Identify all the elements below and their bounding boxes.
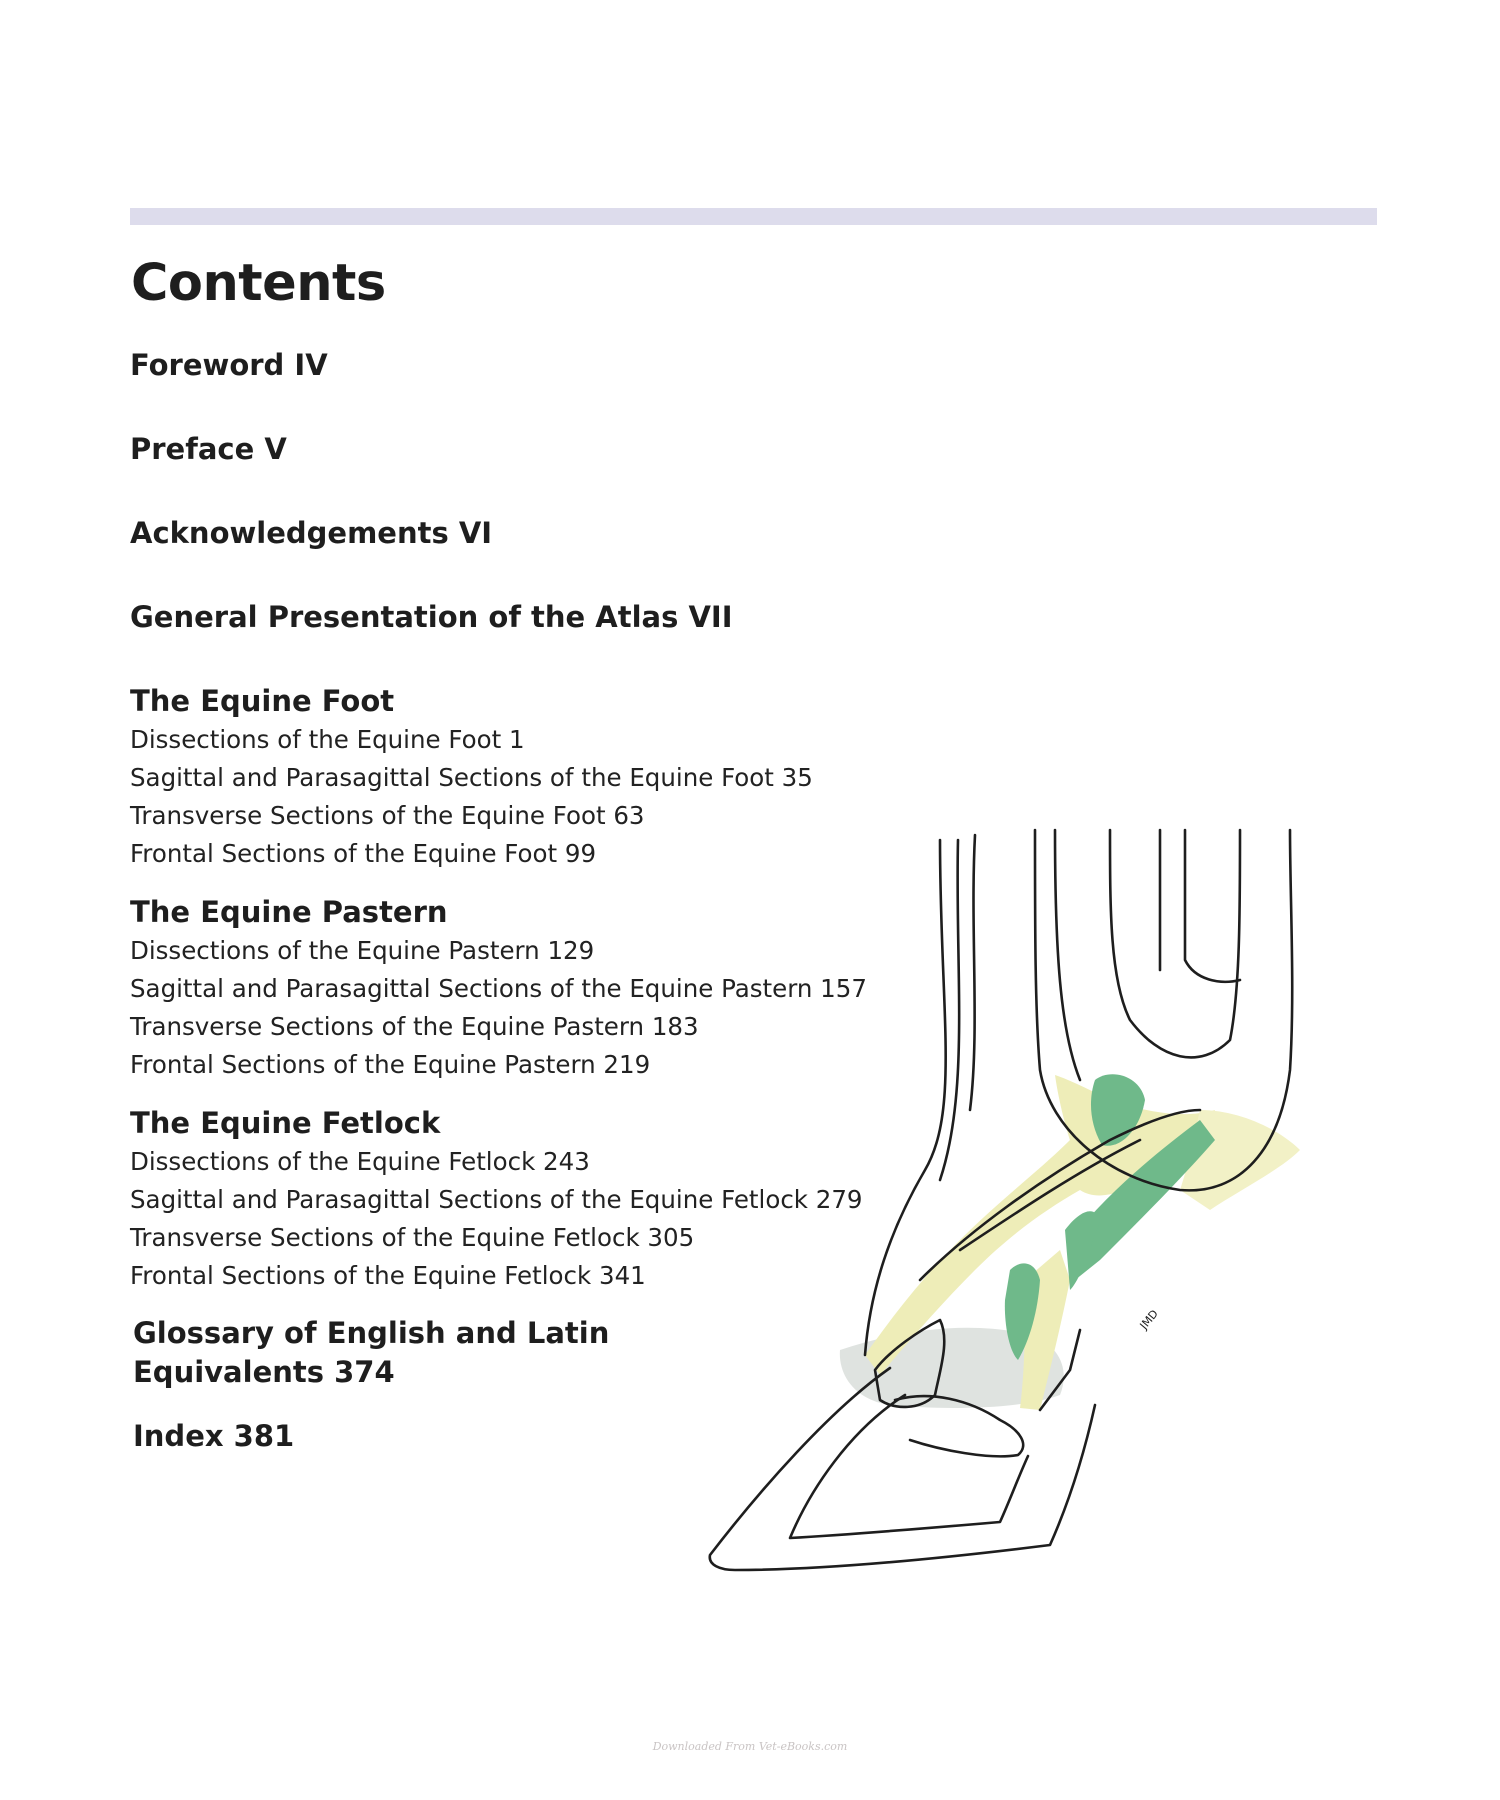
toc-link-glossary[interactable]: Glossary of English and Latin Equivalents 374 — [133, 1316, 610, 1389]
toc-item-foot-transverse[interactable]: Transverse Sections of the Equine Foot 63 — [130, 801, 645, 830]
download-watermark: Downloaded From Vet-eBooks.com — [652, 1740, 848, 1753]
tendon-back-5 — [1185, 830, 1240, 982]
tendon-back-3 — [1110, 830, 1240, 1057]
toc-item-fetlock-frontal[interactable]: Frontal Sections of the Equine Fetlock 341 — [130, 1261, 646, 1290]
toc-section-heading-foot[interactable]: The Equine Foot — [130, 684, 395, 718]
toc-entry-general-presentation — [130, 597, 850, 681]
toc-entry-preface — [130, 429, 850, 513]
toc-link-index[interactable]: Index 381 — [133, 1419, 295, 1453]
toc-item-fetlock-dissections[interactable]: Dissections of the Equine Fetlock 243 — [130, 1147, 590, 1176]
toc-item-foot-sagittal[interactable]: Sagittal and Parasagittal Sections of the Equine Foot 35 — [130, 763, 813, 792]
toc-item-pastern-dissections[interactable]: Dissections of the Equine Pastern 129 — [130, 936, 595, 965]
tendon-front-2 — [940, 840, 959, 1180]
toc-section-heading-pastern[interactable]: The Equine Pastern — [130, 895, 448, 929]
artist-signature: JMD — [1137, 1307, 1161, 1332]
toc-link-general-presentation[interactable]: General Presentation of the Atlas VII — [130, 600, 733, 634]
header-rule — [130, 208, 1377, 225]
tendon-front-3 — [970, 835, 975, 1110]
equine-foot-illustration — [640, 810, 1350, 1640]
toc-link-foreword[interactable]: Foreword IV — [130, 348, 328, 382]
tendon-back-2 — [1055, 830, 1080, 1080]
toc-item-pastern-sagittal[interactable]: Sagittal and Parasagittal Sections of the Equine Pastern 157 — [130, 974, 867, 1003]
toc-item-foot-frontal[interactable]: Frontal Sections of the Equine Foot 99 — [130, 839, 597, 868]
toc-item-pastern-transverse[interactable]: Transverse Sections of the Equine Pastern 183 — [130, 1012, 699, 1041]
toc-entry-foreword — [130, 345, 850, 429]
toc-link-preface[interactable]: Preface V — [130, 432, 287, 466]
toc-section-heading-fetlock[interactable]: The Equine Fetlock — [130, 1106, 441, 1140]
toc-link-acknowledgements[interactable]: Acknowledgements VI — [130, 516, 493, 550]
toc-item-foot-dissections[interactable]: Dissections of the Equine Foot 1 — [130, 725, 525, 754]
toc-entry-acknowledgements — [130, 513, 850, 597]
toc-item-fetlock-sagittal[interactable]: Sagittal and Parasagittal Sections of the Equine Fetlock 279 — [130, 1185, 863, 1214]
toc-item-pastern-frontal[interactable]: Frontal Sections of the Equine Pastern 219 — [130, 1050, 651, 1079]
toc-item-fetlock-transverse[interactable]: Transverse Sections of the Equine Fetlock 305 — [130, 1223, 695, 1252]
page-title: Contents — [131, 254, 386, 313]
